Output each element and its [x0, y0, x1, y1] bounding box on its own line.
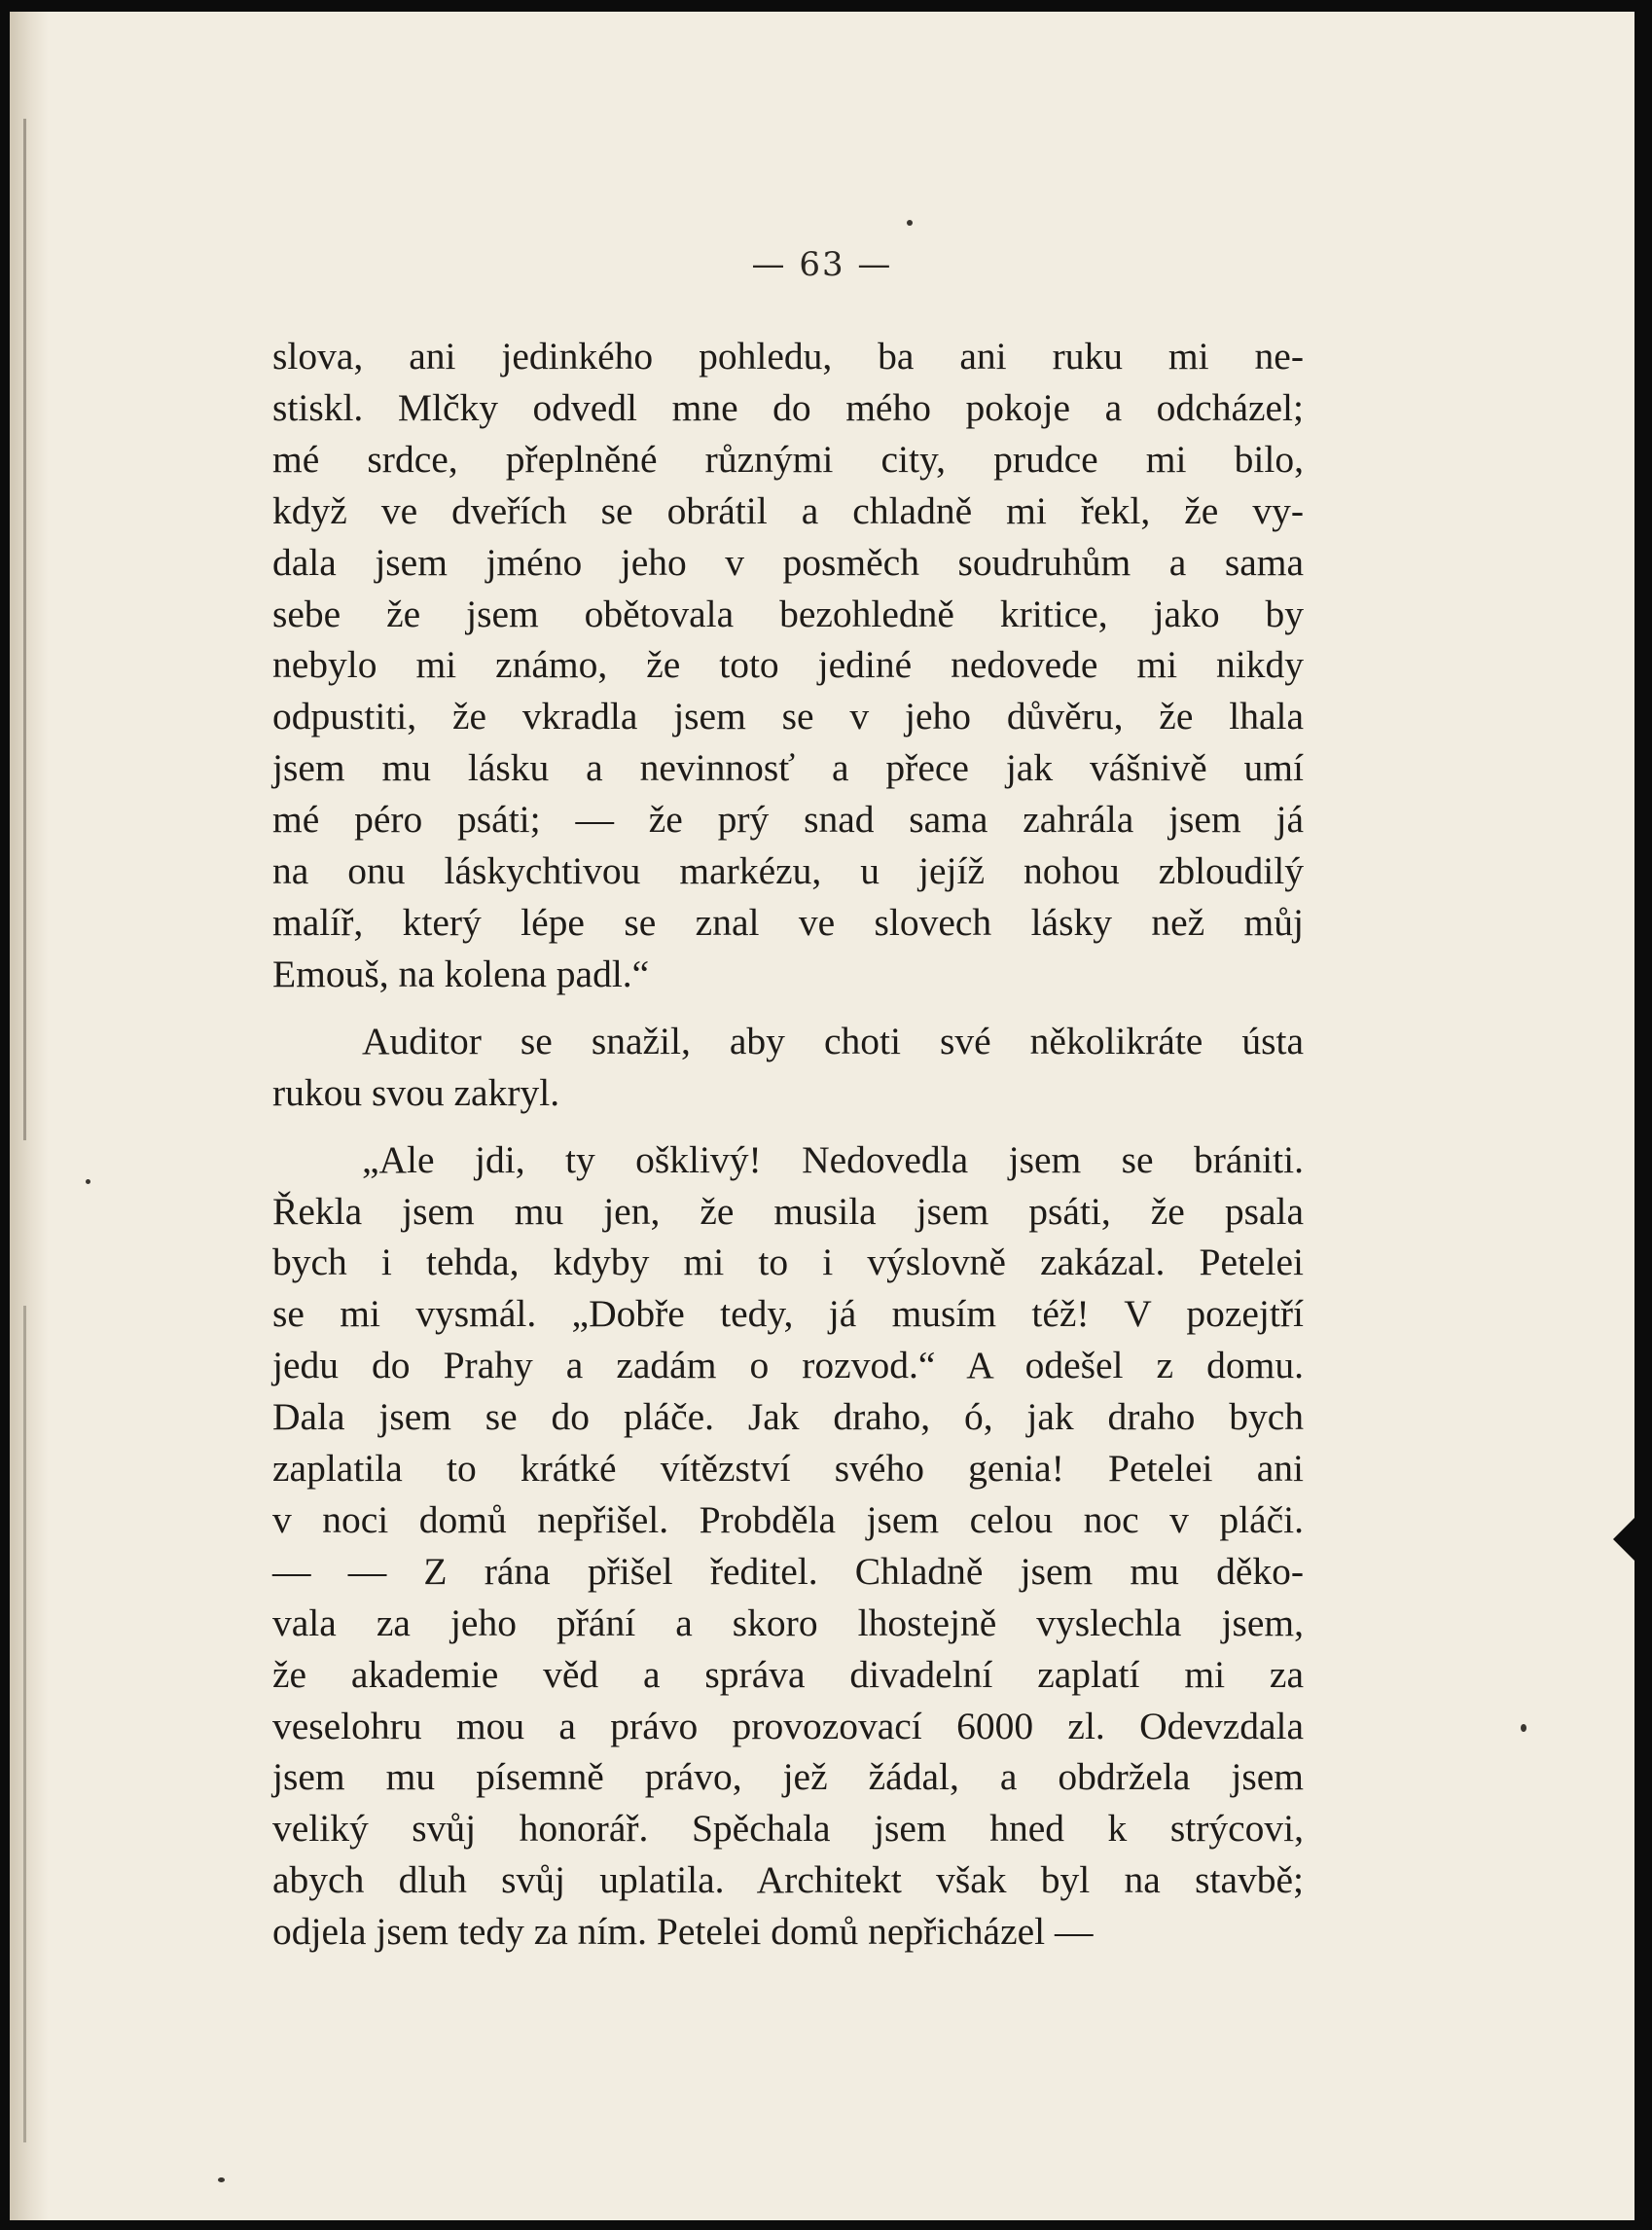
paragraph-gap — [272, 1000, 1304, 1016]
ink-speck — [1521, 1724, 1526, 1732]
paragraph-gap — [272, 1119, 1304, 1134]
text-line: vala za jeho přání a skoro lhostejně vyslechla jsem, — [272, 1601, 1304, 1644]
page-number: — 63 — — [751, 245, 893, 284]
text-line: Emouš, na kolena padl.“ — [272, 952, 650, 995]
text-line: zaplatila to krátké vítězství svého genia! Petelei ani — [272, 1447, 1304, 1491]
text-line: veliký svůj honorář. Spěchala jsem hned k strýcovi, — [272, 1807, 1304, 1851]
text-line: veselohru mou a právo provozovací 6000 zl. Odevzdala — [272, 1704, 1304, 1747]
ink-speck — [86, 1179, 90, 1184]
text-line: v noci domů nepřišel. Probděla jsem celou noc v pláči. — [272, 1497, 1304, 1541]
text-line: abych dluh svůj uplatila. Architekt však byl na stavbě; — [272, 1858, 1304, 1902]
text-line: mé srdce, přeplněné různými city, prudce mi bilo, — [272, 437, 1304, 481]
text-line: jsem mu písemně právo, jež žádal, a obdržela jsem — [272, 1755, 1304, 1799]
text-line: nebylo mi známo, že toto jediné nedovede mi nikdy — [272, 643, 1304, 687]
paragraph — [272, 1134, 1304, 1959]
book-page — [10, 12, 1634, 2220]
text-line: Auditor se snažil, aby choti své několikráte ústa — [362, 1019, 1304, 1062]
text-line: Řekla jsem mu jen, že musila jsem psáti, že psala — [272, 1189, 1304, 1233]
text-line: stiskl. Mlčky odvedl mne do mého pokoje a odcházel; — [272, 385, 1304, 429]
body-text — [272, 331, 1304, 1958]
binding-shadow — [10, 12, 49, 2220]
text-line: bych i tehda, kdyby mi to i výslovně zakázal. Petelei — [272, 1241, 1304, 1284]
text-line: jedu do Prahy a zadám o rozvod.“ A odešel z domu. — [272, 1344, 1304, 1387]
text-line: když ve dveřích se obrátil a chladně mi řekl, že vy- — [272, 488, 1304, 532]
paragraph — [272, 1016, 1304, 1119]
text-line: odjela jsem tedy za ním. Petelei domů nepřicházel — — [272, 1910, 1094, 1954]
text-line: dala jsem jméno jeho v posměch soudruhům a sama — [272, 540, 1304, 584]
paragraph — [272, 331, 1304, 1000]
text-line: jsem mu lásku a nevinnosť a přece jak vášnivě umí — [272, 746, 1304, 790]
text-line: slova, ani jedinkého pohledu, ba ani ruku mi ne- — [272, 335, 1304, 378]
text-line: že akademie věd a správa divadelní zaplatí mi za — [272, 1652, 1304, 1696]
text-line: — — Z rána přišel ředitel. Chladně jsem mu děko- — [272, 1549, 1304, 1593]
spine-line-lower — [23, 1306, 26, 2142]
text-line: Dala jsem se do pláče. Jak draho, ó, jak draho bych — [272, 1395, 1304, 1439]
ink-speck — [907, 220, 913, 226]
text-line: mé péro psáti; — že prý snad sama zahrála jsem já — [272, 798, 1304, 842]
page-edge-notch — [1613, 1518, 1634, 1561]
text-line: „Ale jdi, ty ošklivý! Nedovedla jsem se brániti. — [362, 1137, 1304, 1181]
text-line: se mi vysmál. „Dobře tedy, já musím též! V pozejtří — [272, 1292, 1304, 1336]
text-line: na onu láskychtivou markézu, u jejíž nohou zbloudilý — [272, 849, 1304, 893]
ink-speck — [218, 2177, 225, 2182]
text-line: rukou svou zakryl. — [272, 1070, 560, 1114]
text-line: malíř, který lépe se znal ve slovech lásky než můj — [272, 900, 1304, 944]
text-line: sebe že jsem obětovala bezohledně kritice, jako by — [272, 592, 1304, 635]
text-line: odpustiti, že vkradla jsem se v jeho důvěru, že lhala — [272, 695, 1304, 738]
